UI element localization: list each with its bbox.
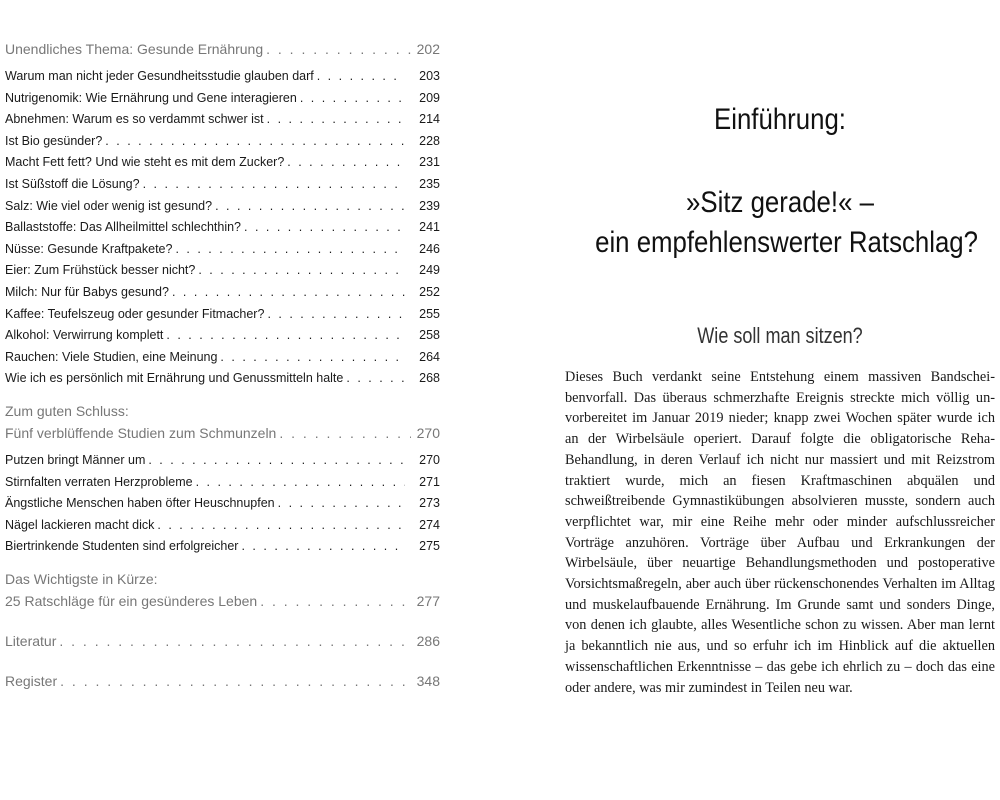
toc-entry-page: 246 (419, 241, 440, 256)
toc-entry[interactable] (5, 152, 440, 174)
toc-entry-title: Ist Süßstoff die Lösung? (5, 176, 140, 191)
toc-entry[interactable] (5, 109, 440, 131)
toc-entry[interactable] (5, 88, 440, 110)
toc-leader-dots (105, 131, 405, 153)
toc-list (5, 38, 440, 692)
section-subtitle: Wie soll man sitzen? (697, 323, 863, 348)
toc-entry-title: Rauchen: Viele Studien, eine Meinung (5, 349, 218, 364)
toc-entry-title: Wie ich es persönlich mit Ernährung und Genussmitteln halte (5, 371, 344, 386)
toc-entry-page: 274 (419, 517, 440, 532)
toc-entry-page: 273 (419, 496, 440, 511)
toc-entry-page: 203 (419, 69, 440, 83)
toc-leader-dots (260, 590, 411, 612)
toc-entry-title: Ist Bio gesünder? (5, 133, 103, 148)
toc-entry[interactable] (5, 66, 440, 88)
toc-entry-page: 270 (419, 452, 440, 467)
toc-entry-page: 214 (419, 112, 440, 127)
toc-entry-page: 235 (419, 176, 440, 191)
toc-section-page: 277 (416, 592, 440, 609)
toc-leader-dots (267, 304, 405, 326)
toc-leader-dots (346, 368, 405, 390)
toc-entry-title: Kaffee: Teufelszeug oder gesunder Fitmacher? (5, 306, 265, 321)
toc-entry-page: 252 (419, 284, 440, 299)
toc-entry[interactable] (5, 239, 440, 261)
toc-entry[interactable] (5, 347, 440, 369)
toc-entry[interactable] (5, 450, 440, 472)
toc-section-page: 270 (416, 424, 440, 441)
toc-leader-dots (287, 152, 405, 174)
toc-section-page: 348 (416, 672, 440, 689)
toc-section (5, 568, 440, 612)
toc-leader-dots (279, 422, 411, 444)
toc-entry-page: 264 (419, 349, 440, 364)
toc-entry[interactable] (5, 260, 440, 282)
toc-section-heading[interactable] (5, 422, 440, 444)
toc-section-heading[interactable] (5, 630, 440, 652)
toc-entry-title: Putzen bringt Männer um (5, 452, 146, 467)
toc-entry-title: Milch: Nur für Babys gesund? (5, 284, 169, 299)
toc-entry-title: Eier: Zum Frühstück besser nicht? (5, 263, 196, 278)
toc-leader-dots (175, 239, 405, 261)
toc-leader-dots (244, 217, 405, 239)
toc-section-title: Fünf verblüffende Studien zum Schmunzeln (5, 424, 277, 441)
toc-leader-dots (266, 38, 411, 60)
toc-section-heading[interactable] (5, 670, 440, 692)
toc-leader-dots (59, 630, 411, 652)
toc-entry[interactable] (5, 174, 440, 196)
toc-entry-page: 228 (419, 133, 440, 148)
toc-entry-page: 268 (419, 371, 440, 386)
toc-section (5, 670, 440, 692)
toc-section (5, 630, 440, 652)
toc-section-page: 202 (416, 41, 440, 57)
toc-leader-dots (143, 174, 405, 196)
toc-leader-dots (148, 450, 405, 472)
toc-section-title: Unendliches Thema: Gesunde Ernährung (5, 41, 264, 57)
toc-section-title-line: Das Wichtigste in Kürze: (5, 570, 158, 587)
toc-leader-dots (196, 472, 405, 494)
toc-entry-page: 258 (419, 328, 440, 343)
toc-entry-title: Warum man nicht jeder Gesundheitsstudie glauben darf (5, 69, 314, 83)
toc-leader-dots (317, 66, 405, 88)
toc-entry-title: Nüsse: Gesunde Kraftpakete? (5, 241, 173, 256)
toc-entry-title: Ängstliche Menschen haben öfter Heuschnupfen (5, 496, 275, 511)
toc-entry[interactable] (5, 325, 440, 347)
toc-section-page: 286 (416, 632, 440, 649)
toc-entry-title: Salz: Wie viel oder wenig ist gesund? (5, 198, 213, 213)
toc-leader-dots (198, 260, 405, 282)
toc-entry-page: 271 (419, 474, 440, 489)
toc-leader-dots (166, 325, 405, 347)
toc-section (5, 38, 440, 390)
toc-leader-dots (157, 515, 405, 537)
toc-entry-title: Nutrigenomik: Wie Ernährung und Gene interagieren (5, 90, 297, 105)
toc-entry-page: 249 (419, 263, 440, 278)
toc-leader-dots (60, 670, 411, 692)
toc-entry[interactable] (5, 472, 440, 494)
toc-section-title: Register (5, 672, 58, 689)
toc-entry-list (5, 450, 440, 558)
toc-leader-dots (220, 347, 405, 369)
toc-section-title: Literatur (5, 632, 57, 649)
toc-entry-page: 255 (419, 306, 440, 321)
chapter-title-line-1: Einführung: (714, 103, 846, 136)
toc-section-title: 25 Ratschläge für ein gesünderes Leben (5, 592, 258, 609)
toc-section-heading[interactable] (5, 590, 440, 612)
toc-leader-dots (241, 536, 405, 558)
toc-entry-page: 241 (419, 220, 440, 235)
chapter-title-line-3: ein empfehlenswerter Ratschlag? (595, 226, 979, 259)
chapter-page (565, 100, 995, 698)
toc-entry-title: Alkohol: Verwirrung komplett (5, 328, 164, 343)
toc-entry[interactable] (5, 368, 440, 390)
toc-entry-title: Biertrinkende Studenten sind erfolgreicher (5, 539, 239, 554)
toc-section-title-line: Zum guten Schluss: (5, 402, 129, 419)
toc-leader-dots (300, 88, 405, 110)
toc-entry-title: Stirnfalten verraten Herzprobleme (5, 474, 193, 489)
toc-entry-page: 209 (419, 90, 440, 105)
toc-leader-dots (267, 109, 405, 131)
table-of-contents (5, 38, 440, 692)
toc-leader-dots (278, 493, 405, 515)
toc-entry-title: Nägel lackieren macht dick (5, 517, 155, 532)
toc-entry-list (5, 66, 440, 390)
toc-section-heading[interactable] (5, 38, 440, 60)
toc-entry[interactable] (5, 536, 440, 558)
toc-entry-page: 239 (419, 198, 440, 213)
toc-entry-title: Macht Fett fett? Und wie steht es mit dem Zucker? (5, 155, 285, 170)
toc-entry[interactable] (5, 304, 440, 326)
toc-section (5, 400, 440, 558)
toc-entry-page: 231 (419, 155, 440, 170)
toc-entry[interactable] (5, 217, 440, 239)
chapter-title-line-2: »Sitz gerade!« – (686, 186, 874, 219)
toc-entry-title: Ballaststoffe: Das Allheilmittel schlechthin? (5, 220, 241, 235)
body-paragraph: Dieses Buch verdankt seine Entstehung einem massiven Bandscheibenvorfall. Das überaus schmerzhafte Ereignis streckte mich völlig unvorbereitet im Januar 2019 nieder; knapp zwei Wochen später wurde ich an der Wirbelsäule operiert. Darauf folgte die obligatorische Reha-Behandlung, in deren Verlauf ich nicht nur massiert und mit Reizstrom traktiert wurde, mich an fiesen Kraftmaschinen abquälen und schweißtreibende Gymnastikübungen absolvieren musste, sondern auch verpflichtet war, mir eine Reihe mehr oder minder aufschlussreicher Vorträge anzuhören. Vorträge über Aufbau und Erkrankungen der Wirbelsäule, über neuartige Behandlungsmethoden und postoperative Vorsichtsmaßregeln, aber auch über rückenschonendes Verhalten im Alltag und muskelaufbauende Ernährung. Im Grunde samt und sonders Dinge, von denen ich glaubte, alles Wesentliche schon zu wissen. Aber man lernt ja bekanntlich nie aus, und so erfuhr ich im Hinblick auf die aktuellen wissenschaftlichen Erkenntnisse – das gebe ich ehrlich zu – doch das eine oder andere, was mir zumindest in Teilen neu war. (565, 369, 995, 696)
chapter-title (595, 100, 979, 263)
toc-entry-page: 275 (419, 539, 440, 554)
toc-leader-dots (215, 196, 405, 218)
toc-entry[interactable] (5, 493, 440, 515)
toc-entry[interactable] (5, 282, 440, 304)
toc-entry-title: Abnehmen: Warum es so verdammt schwer ist (5, 112, 264, 127)
toc-leader-dots (172, 282, 405, 304)
toc-entry[interactable] (5, 196, 440, 218)
toc-entry[interactable] (5, 131, 440, 153)
toc-entry[interactable] (5, 515, 440, 537)
